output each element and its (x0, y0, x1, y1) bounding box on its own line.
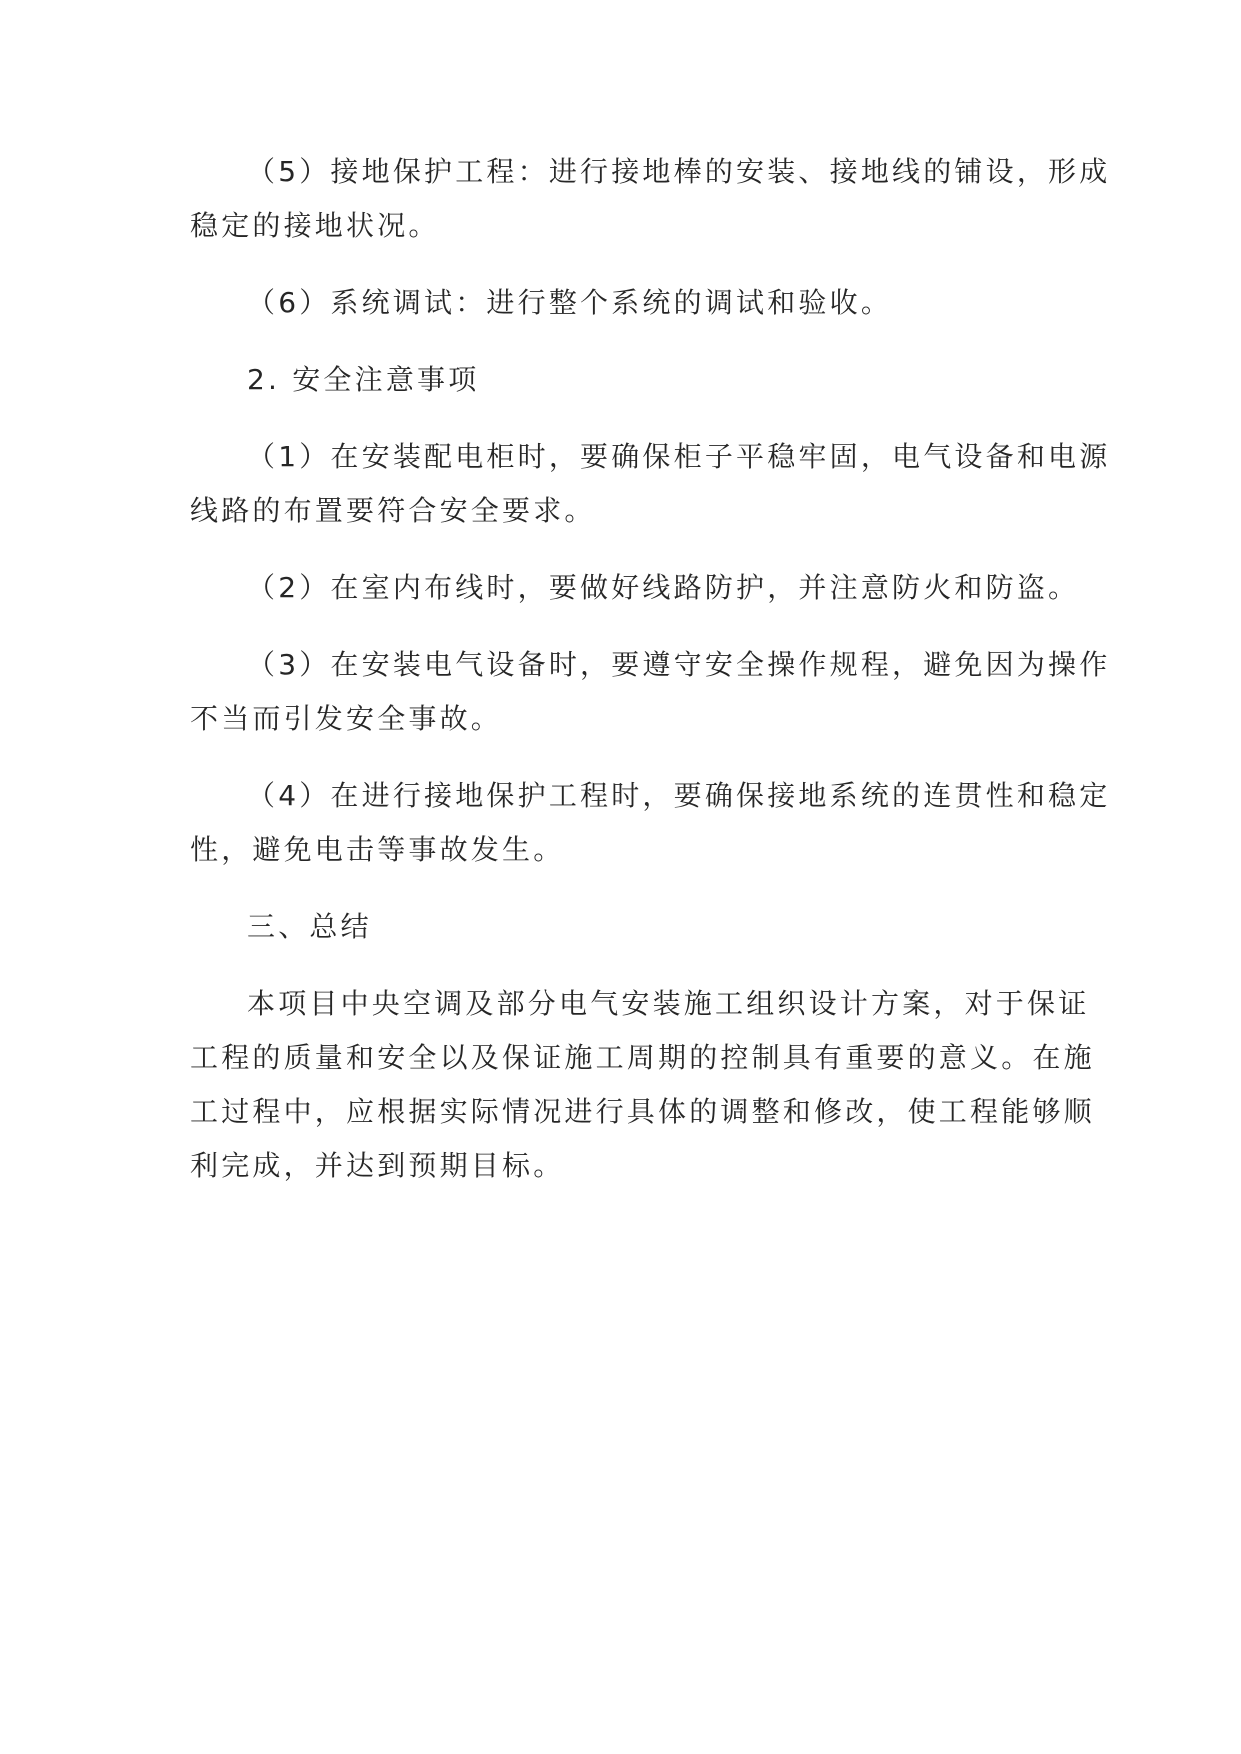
section-heading: 三、总结 (247, 910, 372, 943)
text-line: 工过程中，应根据实际情况进行具体的调整和修改，使工程能够顺 (190, 1095, 1095, 1128)
text-line: （4）在进行接地保护工程时，要确保接地系统的连贯性和稳定 (247, 779, 1111, 812)
text-line: 稳定的接地状况。 (190, 209, 440, 242)
text-line: 本项目中央空调及部分电气安装施工组织设计方案，对于保证 (247, 987, 1090, 1020)
text-line: （2）在室内布线时，要做好线路防护，并注意防火和防盗。 (247, 571, 1080, 604)
text-line: 线路的布置要符合安全要求。 (190, 494, 596, 527)
text-line: （5）接地保护工程：进行接地棒的安装、接地线的铺设，形成 (247, 155, 1111, 188)
text-line: 利完成，并达到预期目标。 (190, 1149, 565, 1182)
text-line: 工程的质量和安全以及保证施工周期的控制具有重要的意义。在施 (190, 1041, 1095, 1074)
text-line: （1）在安装配电柜时，要确保柜子平稳牢固，电气设备和电源 (247, 440, 1111, 473)
text-line: 性，避免电击等事故发生。 (190, 833, 565, 866)
text-line: （6）系统调试：进行整个系统的调试和验收。 (247, 286, 893, 319)
section-heading: 2. 安全注意事项 (247, 363, 480, 396)
text-line: 不当而引发安全事故。 (190, 702, 503, 735)
text-line: （3）在安装电气设备时，要遵守安全操作规程，避免因为操作 (247, 648, 1111, 681)
